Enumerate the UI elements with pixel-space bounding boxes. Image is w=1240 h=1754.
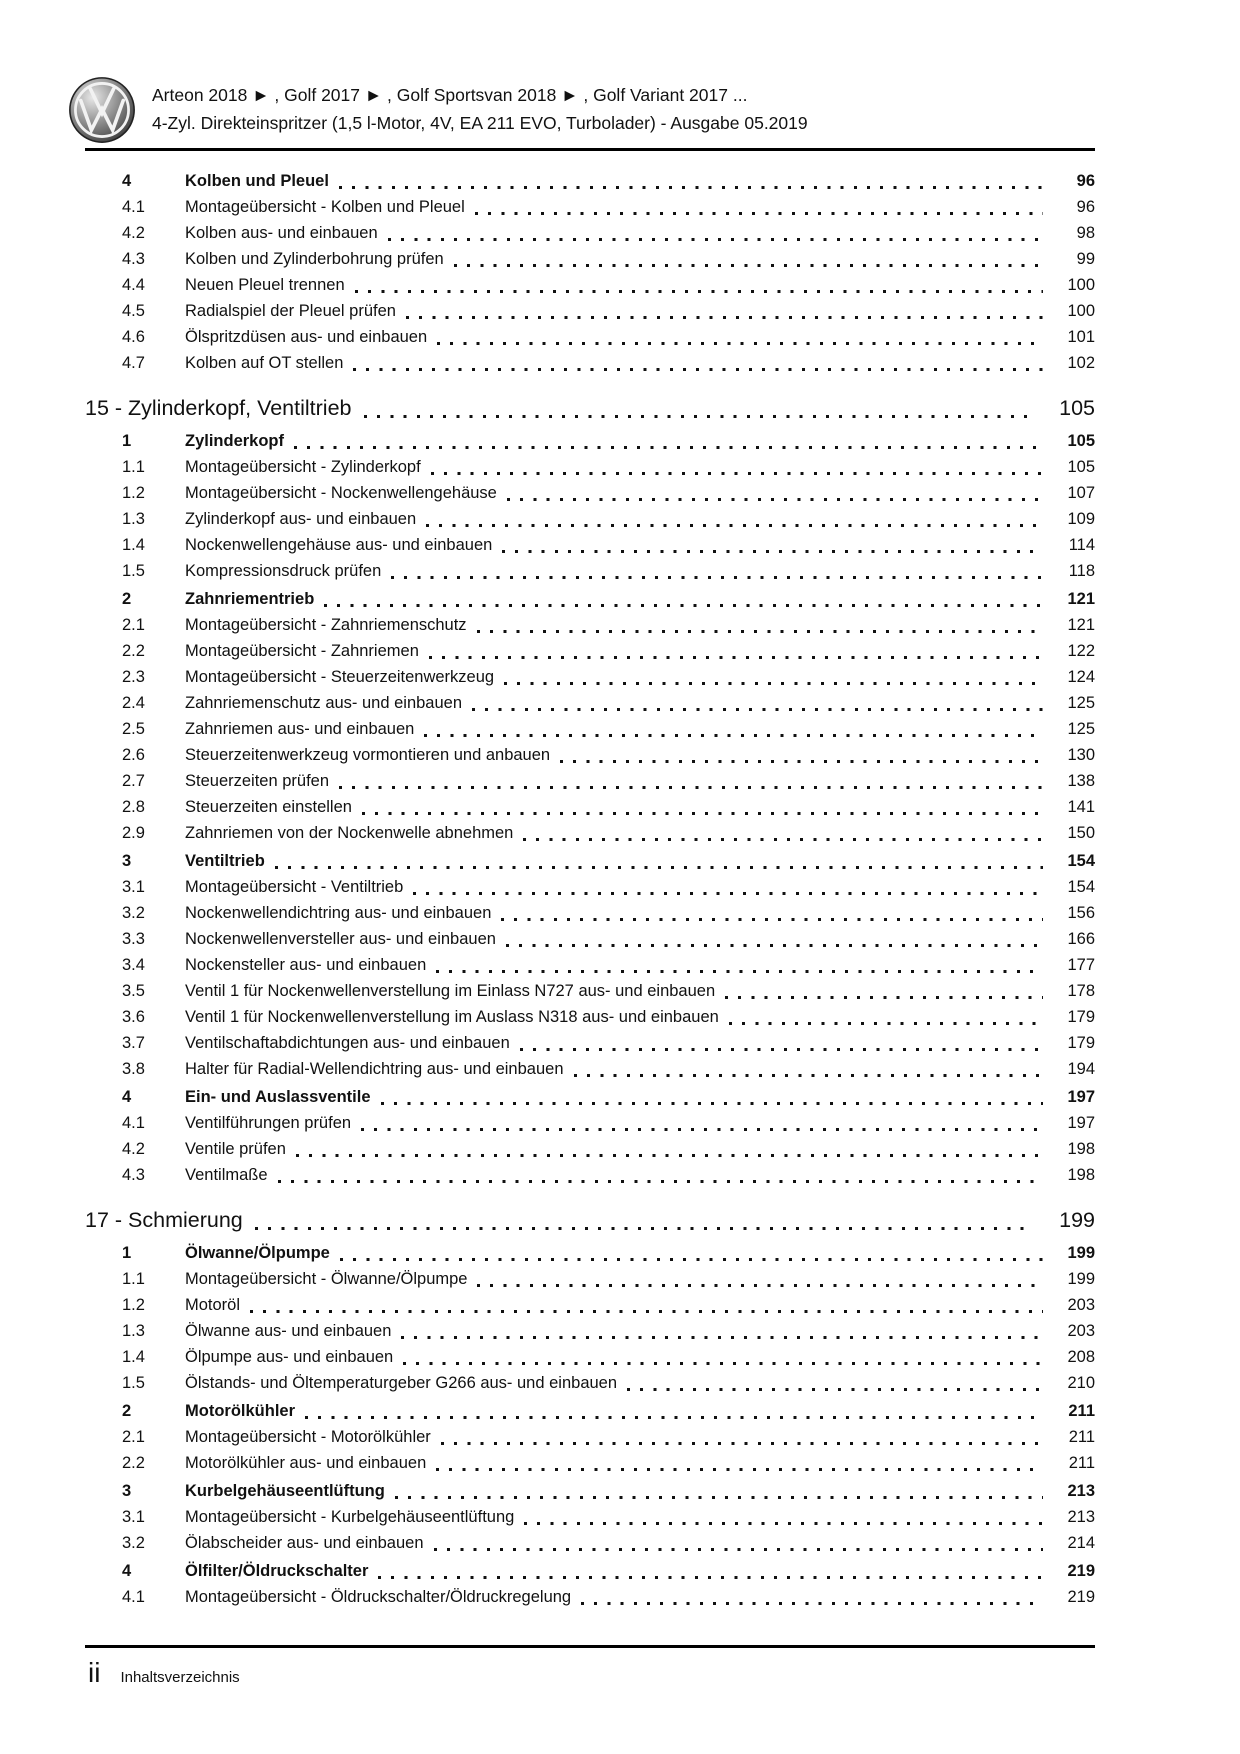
toc-entry	[85, 1110, 1095, 1136]
entry-number: 4.3	[122, 1166, 145, 1184]
entry-number: 3.1	[122, 878, 145, 896]
dot-leader	[477, 1284, 1043, 1287]
entry-title: Zahnriemen aus- und einbauen	[185, 720, 415, 738]
entry-number: 3.2	[122, 904, 145, 922]
entry-number: 3.7	[122, 1034, 145, 1052]
entry-number: 1	[122, 432, 132, 450]
dot-leader	[395, 1496, 1043, 1499]
dot-leader	[364, 415, 1034, 418]
entry-page-number: 109	[1067, 510, 1095, 528]
chapter-page-number: 105	[1059, 396, 1095, 420]
entry-number: 1.1	[122, 458, 145, 476]
entry-number: 2.2	[122, 642, 145, 660]
entry-page-number: 211	[1068, 1428, 1095, 1446]
entry-title: Steuerzeiten prüfen	[185, 772, 330, 790]
entry-title: Zahnriementrieb	[185, 590, 315, 608]
entry-page-number: 198	[1067, 1140, 1095, 1158]
toc-entry	[85, 1030, 1095, 1056]
dot-leader	[506, 944, 1043, 947]
toc-entry	[85, 1504, 1095, 1530]
entry-number: 4.2	[122, 224, 145, 242]
dot-leader	[361, 1128, 1043, 1131]
dot-leader	[278, 1180, 1043, 1183]
entry-number: 1.2	[122, 484, 145, 502]
entry-number: 4.1	[122, 1114, 145, 1132]
entry-number: 1.4	[122, 1348, 145, 1366]
entry-title: Ein- und Auslassventile	[185, 1088, 371, 1106]
entry-page-number: 213	[1067, 1508, 1095, 1526]
toc-entry	[85, 1266, 1095, 1292]
entry-number: 2.2	[122, 1454, 145, 1472]
entry-page-number: 125	[1067, 694, 1095, 712]
dot-leader	[340, 1258, 1043, 1261]
toc-entry	[85, 480, 1095, 506]
entry-title: Ölspritzdüsen aus- und einbauen	[185, 328, 428, 346]
entry-number: 1	[122, 1244, 132, 1262]
toc-entry	[85, 558, 1095, 584]
entry-page-number: 154	[1067, 878, 1095, 896]
toc-entry	[85, 1162, 1095, 1188]
entry-number: 3.5	[122, 982, 145, 1000]
dot-leader	[424, 734, 1043, 737]
entry-title: Montageübersicht - Zylinderkopf	[185, 458, 421, 476]
entry-page-number: 198	[1067, 1166, 1095, 1184]
entry-number: 3.3	[122, 930, 145, 948]
entry-title: Ölstands- und Öltemperaturgeber G266 aus- und einbauen	[185, 1374, 618, 1392]
dot-leader	[431, 472, 1043, 475]
entry-page-number: 121	[1067, 616, 1095, 634]
toc-entry	[85, 454, 1095, 480]
dot-leader	[296, 1154, 1043, 1157]
dot-leader	[472, 708, 1043, 711]
entry-page-number: 96	[1076, 172, 1095, 190]
entry-title: Motoröl	[185, 1296, 241, 1314]
dot-leader	[437, 342, 1043, 345]
entry-number: 4.1	[122, 198, 145, 216]
entry-number: 4.1	[122, 1588, 145, 1606]
page-header	[68, 76, 1095, 144]
dot-leader	[574, 1074, 1044, 1077]
entry-number: 3.1	[122, 1508, 145, 1526]
dot-leader	[477, 630, 1043, 633]
footer-page-number: ii	[88, 1657, 101, 1688]
dot-leader	[305, 1416, 1043, 1419]
dot-leader	[391, 576, 1043, 579]
entry-number: 4.5	[122, 302, 145, 320]
entry-page-number: 154	[1067, 852, 1095, 870]
dot-leader	[502, 550, 1043, 553]
entry-title: Kurbelgehäuseentlüftung	[185, 1482, 385, 1500]
dot-leader	[524, 1522, 1043, 1525]
entry-page-number: 105	[1067, 458, 1095, 476]
entry-page-number: 178	[1067, 982, 1095, 1000]
entry-page-number: 98	[1076, 224, 1095, 242]
entry-title: Neuen Pleuel trennen	[185, 276, 345, 294]
toc-entry	[85, 664, 1095, 690]
toc-entry	[85, 168, 1095, 194]
dot-leader	[434, 1548, 1043, 1551]
entry-number: 4.4	[122, 276, 145, 294]
toc-entry	[85, 194, 1095, 220]
toc-entry	[85, 690, 1095, 716]
toc-entry	[85, 586, 1095, 612]
entry-title: Radialspiel der Pleuel prüfen	[185, 302, 396, 320]
dot-leader	[441, 1442, 1043, 1445]
header-line-1: Arteon 2018 ► , Golf 2017 ► , Golf Sportsvan 2018 ► , Golf Variant 2017 ...	[152, 85, 748, 105]
toc-entry	[85, 428, 1095, 454]
entry-page-number: 197	[1067, 1088, 1095, 1106]
entry-page-number: 121	[1067, 590, 1095, 608]
entry-number: 3.8	[122, 1060, 145, 1078]
entry-page-number: 99	[1076, 250, 1095, 268]
entry-page-number: 214	[1067, 1534, 1095, 1552]
chapter-page-number: 199	[1059, 1208, 1095, 1232]
entry-number: 1.1	[122, 1270, 145, 1288]
entry-number: 2.3	[122, 668, 145, 686]
header-rule	[85, 148, 1095, 151]
dot-leader	[381, 1102, 1043, 1105]
dot-leader	[324, 604, 1043, 607]
entry-title: Montageübersicht - Zahnriemen	[185, 642, 419, 660]
entry-number: 2	[122, 590, 132, 608]
entry-page-number: 219	[1067, 1588, 1095, 1606]
dot-leader	[294, 446, 1043, 449]
entry-number: 2.9	[122, 824, 145, 842]
toc-entry	[85, 742, 1095, 768]
entry-title: Ventiltrieb	[185, 852, 265, 870]
toc-entry	[85, 768, 1095, 794]
dot-leader	[627, 1388, 1043, 1391]
dot-leader	[401, 1336, 1043, 1339]
toc-entry	[85, 848, 1095, 874]
toc-entry	[85, 1398, 1095, 1424]
entry-page-number: 177	[1067, 956, 1095, 974]
dot-leader	[581, 1602, 1043, 1605]
entry-number: 1.2	[122, 1296, 145, 1314]
dot-leader	[413, 892, 1043, 895]
entry-number: 2.5	[122, 720, 145, 738]
dot-leader	[501, 918, 1043, 921]
entry-page-number: 122	[1067, 642, 1095, 660]
toc-entry	[85, 1584, 1095, 1610]
entry-page-number: 138	[1067, 772, 1095, 790]
toc-chapter-heading	[85, 1204, 1095, 1236]
entry-page-number: 125	[1067, 720, 1095, 738]
entry-number: 1.3	[122, 1322, 145, 1340]
entry-title: Montageübersicht - Ventiltrieb	[185, 878, 404, 896]
entry-title: Nockenwellenversteller aus- und einbauen	[185, 930, 496, 948]
dot-leader	[729, 1022, 1043, 1025]
entry-page-number: 210	[1067, 1374, 1095, 1392]
dot-leader	[403, 1362, 1043, 1365]
entry-number: 4.6	[122, 328, 145, 346]
entry-page-number: 114	[1068, 536, 1095, 554]
toc-entry	[85, 1478, 1095, 1504]
toc-entry	[85, 1056, 1095, 1082]
entry-number: 3.6	[122, 1008, 145, 1026]
toc-entry	[85, 532, 1095, 558]
entry-title: Steuerzeitenwerkzeug vormontieren und anbauen	[185, 746, 551, 764]
entry-page-number: 101	[1067, 328, 1095, 346]
entry-title: Ventilführungen prüfen	[185, 1114, 352, 1132]
entry-page-number: 166	[1067, 930, 1095, 948]
toc-entry	[85, 350, 1095, 376]
entry-title: Zahnriemen von der Nockenwelle abnehmen	[185, 824, 514, 842]
entry-page-number: 96	[1076, 198, 1095, 216]
toc-entry	[85, 1292, 1095, 1318]
entry-page-number: 118	[1068, 562, 1095, 580]
header-text	[152, 76, 808, 137]
entry-page-number: 194	[1067, 1060, 1095, 1078]
entry-title: Zylinderkopf	[185, 432, 285, 450]
entry-title: Steuerzeiten einstellen	[185, 798, 352, 816]
entry-number: 2.1	[122, 1428, 145, 1446]
toc-entry	[85, 1136, 1095, 1162]
toc-entry	[85, 794, 1095, 820]
entry-page-number: 179	[1067, 1008, 1095, 1026]
toc-entry	[85, 1004, 1095, 1030]
toc-entry	[85, 1084, 1095, 1110]
toc-entry	[85, 716, 1095, 742]
entry-number: 2.1	[122, 616, 145, 634]
toc-entry	[85, 1370, 1095, 1396]
dot-leader	[339, 786, 1043, 789]
dot-leader	[255, 1227, 1033, 1230]
entry-page-number: 199	[1067, 1270, 1095, 1288]
toc	[85, 166, 1095, 1610]
dot-leader	[388, 238, 1043, 241]
entry-title: Ventile prüfen	[185, 1140, 286, 1158]
entry-page-number: 150	[1067, 824, 1095, 842]
entry-title: Ölwanne aus- und einbauen	[185, 1322, 392, 1340]
toc-entry	[85, 246, 1095, 272]
entry-title: Ventilschaftabdichtungen aus- und einbauen	[185, 1034, 510, 1052]
entry-number: 1.3	[122, 510, 145, 528]
entry-title: Montageübersicht - Ölwanne/Ölpumpe	[185, 1270, 468, 1288]
entry-number: 4	[122, 1088, 132, 1106]
dot-leader	[275, 866, 1043, 869]
entry-title: Kolben auf OT stellen	[185, 354, 344, 372]
entry-number: 4.7	[122, 354, 145, 372]
entry-title: Motorölkühler	[185, 1402, 295, 1420]
entry-page-number: 213	[1067, 1482, 1095, 1500]
toc-entry	[85, 978, 1095, 1004]
entry-page-number: 100	[1067, 276, 1095, 294]
entry-title: Halter für Radial-Wellendichtring aus- und einbauen	[185, 1060, 564, 1078]
entry-number: 4	[122, 1562, 132, 1580]
entry-title: Montageübersicht - Öldruckschalter/Öldruckregelung	[185, 1588, 572, 1606]
entry-number: 4	[122, 172, 132, 190]
entry-page-number: 141	[1067, 798, 1095, 816]
toc-entry	[85, 612, 1095, 638]
entry-page-number: 102	[1067, 354, 1095, 372]
header-line-2: 4-Zyl. Direkteinspritzer (1,5 l-Motor, 4V, EA 211 EVO, Turbolader) - Ausgabe 05.2019	[152, 112, 808, 133]
dot-leader	[560, 760, 1043, 763]
entry-page-number: 107	[1067, 484, 1095, 502]
toc-entry	[85, 298, 1095, 324]
dot-leader	[520, 1048, 1043, 1051]
entry-title: Montageübersicht - Kolben und Pleuel	[185, 198, 465, 216]
dot-leader	[355, 290, 1043, 293]
toc-entry	[85, 1530, 1095, 1556]
entry-title: Kolben und Pleuel	[185, 172, 329, 190]
entry-title: Ölpumpe aus- und einbauen	[185, 1348, 394, 1366]
entry-title: Ölwanne/Ölpumpe	[185, 1244, 330, 1262]
dot-leader	[429, 656, 1043, 659]
toc-entry	[85, 1344, 1095, 1370]
toc-entry	[85, 952, 1095, 978]
entry-page-number: 179	[1067, 1034, 1095, 1052]
entry-number: 2.4	[122, 694, 145, 712]
toc-entry	[85, 900, 1095, 926]
entry-number: 4.3	[122, 250, 145, 268]
toc-entry	[85, 1318, 1095, 1344]
dot-leader	[353, 368, 1043, 371]
toc-entry	[85, 506, 1095, 532]
dot-leader	[250, 1310, 1043, 1313]
entry-title: Kolben und Zylinderbohrung prüfen	[185, 250, 444, 268]
entry-page-number: 208	[1067, 1348, 1095, 1366]
dot-leader	[507, 498, 1043, 501]
toc-entry	[85, 638, 1095, 664]
entry-title: Montageübersicht - Kurbelgehäuseentlüftung	[185, 1508, 515, 1526]
toc-chapter-heading	[85, 392, 1095, 424]
entry-title: Kompressionsdruck prüfen	[185, 562, 382, 580]
entry-title: Montageübersicht - Zahnriemenschutz	[185, 616, 467, 634]
dot-leader	[436, 970, 1043, 973]
toc-entry	[85, 1558, 1095, 1584]
toc-entry	[85, 1424, 1095, 1450]
entry-number: 2	[122, 1402, 132, 1420]
entry-number: 2.7	[122, 772, 145, 790]
toc-entry	[85, 926, 1095, 952]
dot-leader	[725, 996, 1043, 999]
toc-entry	[85, 1240, 1095, 1266]
entry-title: Nockenwellendichtring aus- und einbauen	[185, 904, 492, 922]
entry-number: 2.6	[122, 746, 145, 764]
entry-page-number: 211	[1068, 1454, 1095, 1472]
page-footer	[88, 1658, 240, 1688]
entry-title: Ölfilter/Öldruckschalter	[185, 1562, 369, 1580]
chapter-label: 15 - Zylinderkopf, Ventiltrieb	[85, 396, 352, 420]
entry-title: Montageübersicht - Motorölkühler	[185, 1428, 431, 1446]
entry-title: Nockenwellengehäuse aus- und einbauen	[185, 536, 493, 554]
dot-leader	[426, 524, 1043, 527]
entry-title: Ölabscheider aus- und einbauen	[185, 1534, 424, 1552]
entry-title: Zylinderkopf aus- und einbauen	[185, 510, 417, 528]
dot-leader	[504, 682, 1043, 685]
entry-page-number: 105	[1067, 432, 1095, 450]
entry-title: Ventilmaße	[185, 1166, 268, 1184]
entry-page-number: 211	[1068, 1402, 1095, 1420]
entry-page-number: 203	[1067, 1322, 1095, 1340]
entry-page-number: 100	[1067, 302, 1095, 320]
dot-leader	[378, 1576, 1043, 1579]
dot-leader	[436, 1468, 1043, 1471]
dot-leader	[406, 316, 1043, 319]
entry-title: Zahnriemenschutz aus- und einbauen	[185, 694, 463, 712]
chapter-label: 17 - Schmierung	[85, 1208, 243, 1232]
entry-number: 1.4	[122, 536, 145, 554]
dot-leader	[475, 212, 1043, 215]
entry-title: Ventil 1 für Nockenwellenverstellung im Einlass N727 aus- und einbauen	[185, 982, 716, 1000]
toc-entry	[85, 272, 1095, 298]
dot-leader	[339, 186, 1043, 189]
entry-number: 3.2	[122, 1534, 145, 1552]
vw-logo-icon	[68, 76, 136, 144]
entry-title: Ventil 1 für Nockenwellenverstellung im Auslass N318 aus- und einbauen	[185, 1008, 719, 1026]
entry-number: 1.5	[122, 1374, 145, 1392]
entry-page-number: 219	[1067, 1562, 1095, 1580]
toc-entry	[85, 220, 1095, 246]
entry-title: Montageübersicht - Steuerzeitenwerkzeug	[185, 668, 495, 686]
toc-entry	[85, 820, 1095, 846]
entry-page-number: 124	[1067, 668, 1095, 686]
dot-leader	[362, 812, 1043, 815]
dot-leader	[523, 838, 1043, 841]
entry-number: 3	[122, 1482, 132, 1500]
toc-entry	[85, 324, 1095, 350]
entry-page-number: 197	[1067, 1114, 1095, 1132]
entry-title: Montageübersicht - Nockenwellengehäuse	[185, 484, 497, 502]
footer-label: Inhaltsverzeichnis	[120, 1669, 240, 1686]
entry-number: 3.4	[122, 956, 145, 974]
dot-leader	[454, 264, 1043, 267]
toc-entry	[85, 874, 1095, 900]
entry-page-number: 156	[1067, 904, 1095, 922]
entry-page-number: 203	[1067, 1296, 1095, 1314]
entry-page-number: 199	[1067, 1244, 1095, 1262]
entry-title: Nockensteller aus- und einbauen	[185, 956, 427, 974]
entry-number: 1.5	[122, 562, 145, 580]
toc-entry	[85, 1450, 1095, 1476]
entry-title: Kolben aus- und einbauen	[185, 224, 378, 242]
entry-number: 2.8	[122, 798, 145, 816]
entry-title: Motorölkühler aus- und einbauen	[185, 1454, 427, 1472]
entry-page-number: 130	[1067, 746, 1095, 764]
entry-number: 3	[122, 852, 132, 870]
entry-number: 4.2	[122, 1140, 145, 1158]
footer-rule	[85, 1645, 1095, 1648]
